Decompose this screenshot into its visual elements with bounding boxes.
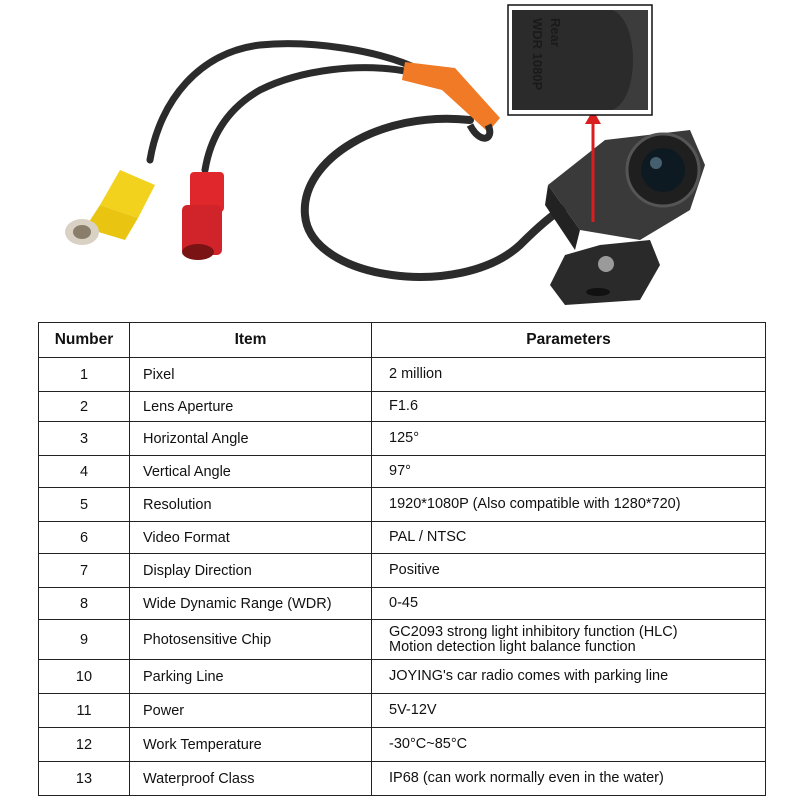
row-item: Video Format	[130, 522, 372, 554]
row-number: 12	[39, 728, 130, 762]
row-number: 2	[39, 392, 130, 422]
table-row	[39, 522, 766, 554]
table-row	[39, 588, 766, 620]
row-parameters	[372, 522, 766, 554]
row-parameters	[372, 422, 766, 456]
parameter-line: F1.6	[389, 398, 419, 414]
row-parameters	[372, 762, 766, 796]
table-row	[39, 728, 766, 762]
row-item: Vertical Angle	[130, 456, 372, 488]
spec-body	[39, 358, 766, 796]
parameter-line: 125°	[389, 430, 419, 446]
cable-upper	[150, 44, 420, 160]
row-number: 11	[39, 694, 130, 728]
row-item: Horizontal Angle	[130, 422, 372, 456]
parameter-line: 0-45	[389, 595, 419, 611]
camera-body	[545, 130, 705, 305]
row-number: 8	[39, 588, 130, 620]
row-number: 4	[39, 456, 130, 488]
row-number: 3	[39, 422, 130, 456]
red-connector	[182, 172, 224, 260]
engraving-line-1: Rear	[548, 18, 563, 47]
parameter-line: JOYING's car radio comes with parking line	[389, 668, 669, 684]
row-parameters	[372, 588, 766, 620]
row-item: Lens Aperture	[130, 392, 372, 422]
table-header-row	[39, 323, 766, 358]
table-row	[39, 762, 766, 796]
row-item: Pixel	[130, 358, 372, 392]
table-row	[39, 620, 766, 660]
row-parameters	[372, 456, 766, 488]
row-parameters	[372, 358, 766, 392]
row-parameters	[372, 554, 766, 588]
table-row	[39, 422, 766, 456]
row-parameters	[372, 660, 766, 694]
parameter-line: Motion detection light balance function	[389, 638, 636, 655]
row-item: Waterproof Class	[130, 762, 372, 796]
row-parameters	[372, 488, 766, 522]
row-number: 1	[39, 358, 130, 392]
table-row	[39, 392, 766, 422]
row-item: Parking Line	[130, 660, 372, 694]
parameter-line: 97°	[389, 463, 411, 479]
row-number: 5	[39, 488, 130, 522]
row-number: 6	[39, 522, 130, 554]
row-number: 10	[39, 660, 130, 694]
header-number: Number	[39, 323, 130, 358]
yellow-rca-plug	[65, 170, 155, 245]
product-photo	[0, 0, 800, 320]
parameter-line: 5V-12V	[389, 702, 437, 718]
header-item: Item	[130, 323, 372, 358]
table-row	[39, 456, 766, 488]
parameter-line: 1920*1080P (Also compatible with 1280*720)	[389, 496, 681, 512]
row-parameters	[372, 392, 766, 422]
row-parameters	[372, 728, 766, 762]
row-number: 9	[39, 620, 130, 660]
parameter-line: -30°C~85°C	[389, 736, 468, 752]
parameter-line: PAL / NTSC	[389, 529, 467, 545]
spec-table	[38, 322, 766, 796]
row-item: Work Temperature	[130, 728, 372, 762]
row-item: Wide Dynamic Range (WDR)	[130, 588, 372, 620]
row-number: 7	[39, 554, 130, 588]
table-row	[39, 660, 766, 694]
parameter-line: Positive	[389, 562, 440, 578]
parameter-line: 2 million	[389, 366, 443, 382]
row-item: Resolution	[130, 488, 372, 522]
parameter-line: GC2093 strong light inhibitory function (HLC)	[389, 623, 678, 640]
row-parameters	[372, 694, 766, 728]
row-item: Display Direction	[130, 554, 372, 588]
zoom-inset	[508, 5, 652, 115]
table-row	[39, 358, 766, 392]
table-row	[39, 694, 766, 728]
table-row	[39, 554, 766, 588]
row-item: Power	[130, 694, 372, 728]
header-parameters: Parameters	[372, 323, 766, 358]
table-row	[39, 488, 766, 522]
engraving-line-2: WDR 1080P	[530, 18, 545, 91]
row-item: Photosensitive Chip	[130, 620, 372, 660]
parameter-line: IP68 (can work normally even in the water)	[389, 770, 664, 786]
row-number: 13	[39, 762, 130, 796]
cable-lower	[205, 68, 410, 170]
row-parameters	[372, 620, 766, 660]
